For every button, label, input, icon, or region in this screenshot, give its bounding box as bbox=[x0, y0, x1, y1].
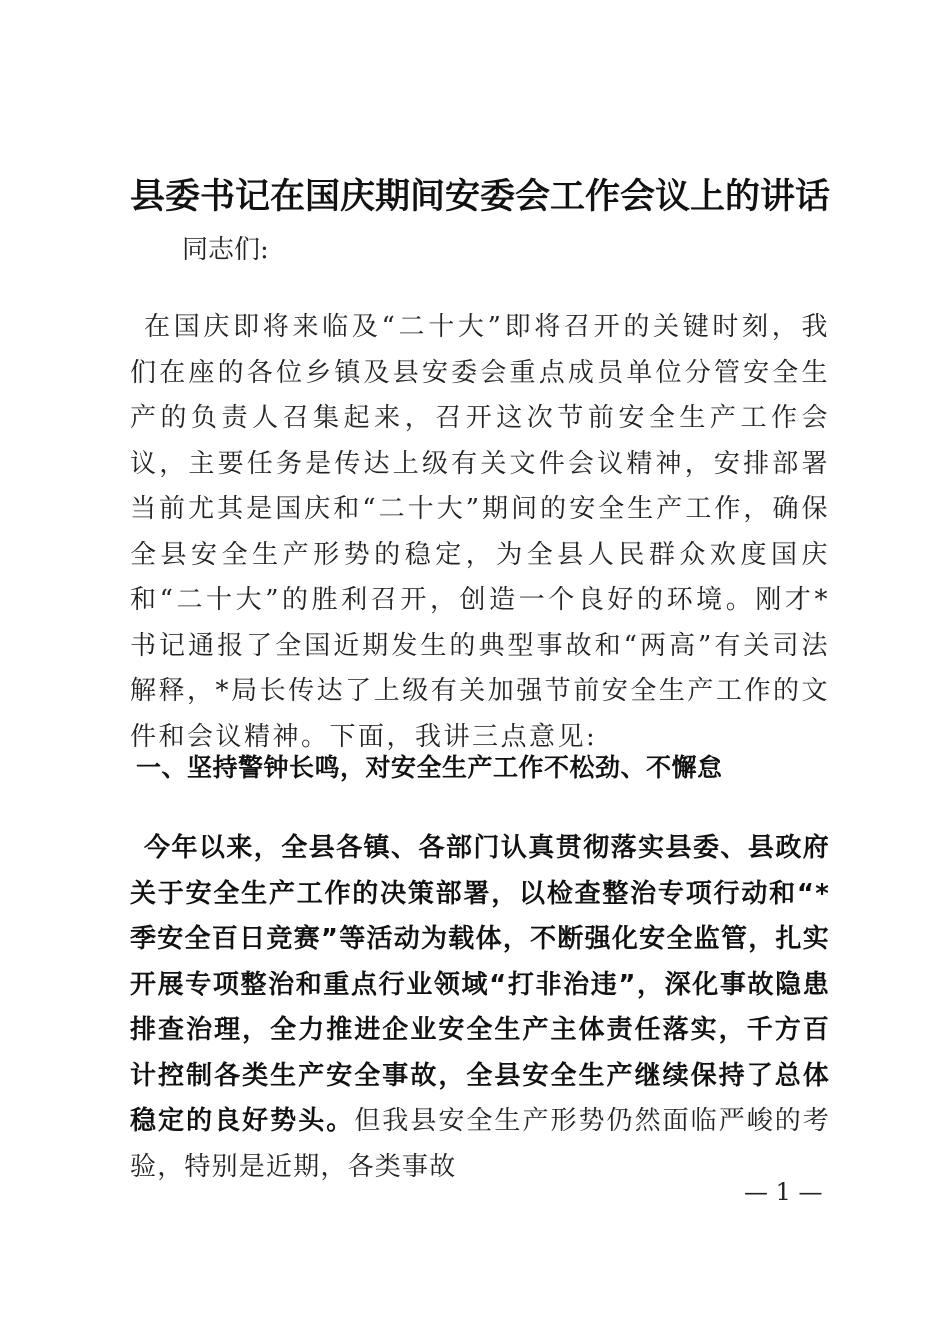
page-number: — 1 — bbox=[744, 1178, 823, 1206]
section-heading-1: 一、坚持警钟长鸣，对安全生产工作不松劲、不懈怠 bbox=[136, 753, 723, 782]
paragraph-intro: 在国庆即将来临及“二十大”即将召开的关键时刻，我们在座的各位乡镇及县安委会重点成员单位分管安全生产的负责人召集起来，召开这次节前安全生产工作会议，主要任务是传达上级有关文件会议精神，安排部署当前尤其是国庆和“二十大”期间的安全生产工作，确保全县安全生产形势的稳定，为全县人民群众欢度国庆和“二十大”的胜利召开，创造一个良好的环境。刚才*书记通报了全国近期发生的典型事故和“两高”有关司法解释，*局长传达了上级有关加强节前安全生产工作的文件和会议精神。下面，我讲三点意见: bbox=[130, 312, 830, 752]
document-title: 县委书记在国庆期间安委会工作会议上的讲话 bbox=[129, 176, 830, 217]
paragraph-bold-run: 今年以来，全县各镇、各部门认真贯彻落实县委、县政府关于安全生产工作的决策部署，以检查整治专项行动和“*季安全百日竞赛”等活动为载体，不断强化安全监管，扎实开展专项整治和重点行业领域“打非治违”，深化事故隐患排查治理，全力推进企业安全生产主体责任落实，千方百计控制各类生产安全事故，全县安全生产继续保持了总体稳定的良好势头。 bbox=[130, 833, 830, 1136]
paragraph-section-1 bbox=[130, 826, 830, 1190]
paragraph-regular-run: 但我县安全生产形势仍然面临严峻的考验，特别是近期，各类事故 bbox=[130, 1106, 830, 1182]
salutation: 同志们: bbox=[182, 235, 269, 265]
